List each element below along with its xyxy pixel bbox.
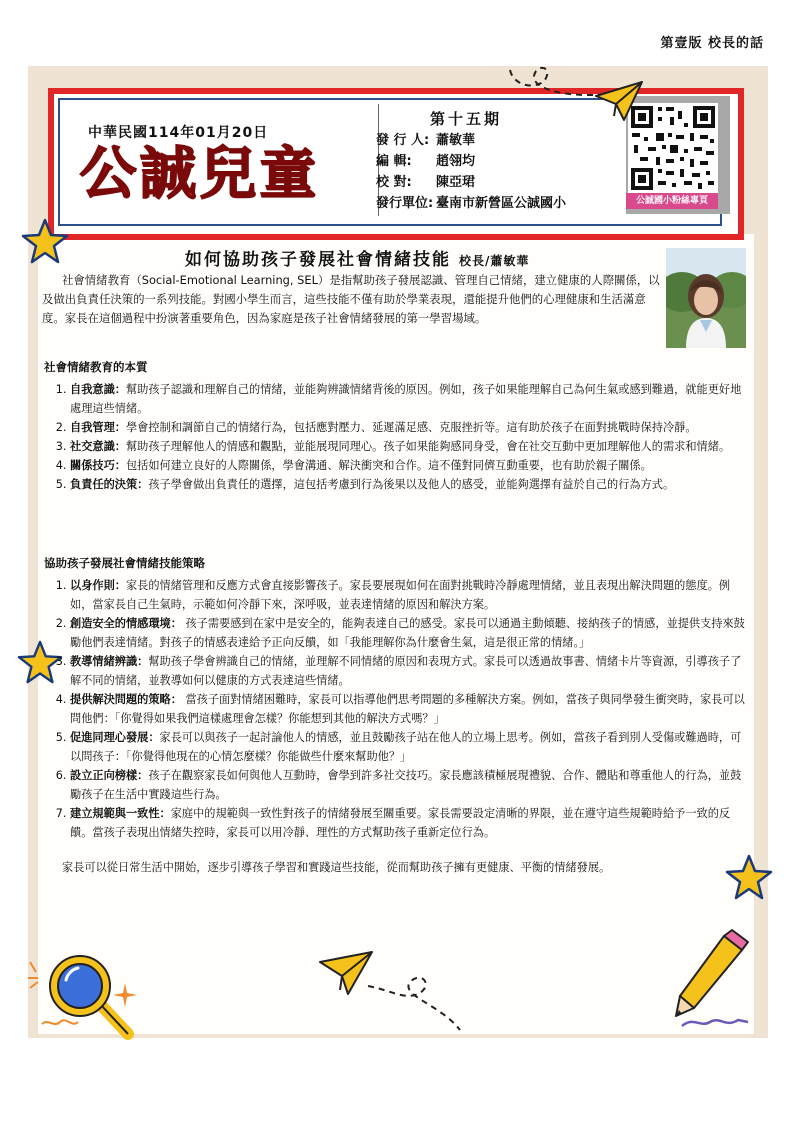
newspaper-logo: 公誠兒童 (80, 141, 320, 207)
list-item: 3. 社交意識：幫助孩子理解他人的情感和觀點，並能展現同理心。孩子如果能夠感同身受，會在社交互動中更加理解他人的需求和情緒。 (70, 437, 748, 456)
article-intro: 社會情緒教育（Social-Emotional Learning, SEL）是指幫助孩子發展認識、管理自己情緒，建立健康的人際關係，以及做出負責任決策的一系列技能。對國小學生而言，這些技能不僅有助於學業表現，還能提升他們的心理健康和生活滿意度。家長在這個過程中扮演著重要角色，因為家庭是孩子社會情緒發展的第一學習場域。 (42, 273, 660, 325)
dashed-arc-bottom (360, 960, 480, 1040)
list-item: 1. 自我意識：幫助孩子認識和理解自己的情緒，並能夠辨識情緒背後的原因。例如，孩子如果能理解自己為何生氣或感到難過，就能更好地處理這些情緒。 (70, 380, 748, 418)
staff-list (376, 130, 566, 214)
sparkle-icon (112, 982, 138, 1008)
list-item: 4. 提供解決問題的策略： 當孩子面對情緒困難時，家長可以指導他們思考問題的多種解決方案。例如，當孩子與同學發生衝突時，家長可以問他們：「你覺得如果我們這樣處理會怎樣？你能想到其他的解決方式嗎？」 (70, 690, 748, 728)
list-item: 6. 設立正向榜樣：孩子在觀察家長如何與他人互動時，會學到許多社交技巧。家長應該積極展現禮貌、合作、體貼和尊重他人的行為，並鼓勵孩子在生活中實踐這些行為。 (70, 766, 748, 804)
section-heading: 協助孩子發展社會情緒技能策略 (44, 556, 205, 570)
section1-list (42, 380, 748, 494)
star-icon (22, 218, 68, 264)
staff-row: 編 輯: 趙翎均 (376, 154, 476, 169)
swirl-icon (40, 1016, 80, 1030)
paper-plane-icon (594, 80, 644, 122)
list-item: 2. 自我管理：學會控制和調節自己的情緒行為，包括應對壓力、延遲滿足感、克服挫折等。這有助於孩子在面對挑戰時保持冷靜。 (70, 418, 748, 437)
sparkle-icon (26, 960, 50, 990)
issue-number: 第十五期 (430, 110, 503, 128)
list-item: 5. 促進同理心發展：家長可以與孩子一起討論他人的情感，並且鼓勵孩子站在他人的立場上思考。例如，當孩子看到別人受傷或難過時，可以問孩子：「你覺得他現在的心情怎麼樣？你能做些什麼來幫助他？」 (70, 728, 748, 766)
section2-list (42, 576, 748, 842)
list-item: 2. 創造安全的情感環境： 孩子需要感到在家中是安全的，能夠表達自己的感受。家長可以通過主動傾聽、接納孩子的情感，並提供支持來鼓勵他們表達情緒。對孩子的情感表達給予正向反饋，如「我能理解你為什麼會生氣，這是很正常的情緒。」 (70, 614, 748, 652)
staff-row: 校 對: 陳亞珺 (376, 175, 476, 190)
principal-photo (666, 248, 746, 348)
page-label: 第壹版 校長的話 (660, 36, 764, 51)
staff-row: 發行單位: 臺南市新營區公誠國小 (376, 196, 567, 211)
pencil-icon (672, 930, 752, 1022)
article-byline: 校長/蕭敏華 (459, 254, 530, 268)
list-item: 1. 以身作則：家長的情緒管理和反應方式會直接影響孩子。家長要展現如何在面對挑戰時冷靜處理情緒，並且表現出解決問題的態度。例如，當家長自己生氣時，示範如何冷靜下來，深呼吸，並表達情緒的原因和解決方案。 (70, 576, 748, 614)
qr-label: 公誠國小粉絲專頁 (626, 193, 718, 209)
squiggle-icon (680, 1012, 750, 1032)
list-item: 7. 建立規範與一致性：家庭中的規範與一致性對孩子的情緒發展至關重要。家長需要設定清晰的界限，並在遵守這些規範時給予一致的反饋。當孩子表現出情緒失控時，家長可以用冷靜、理性的方式幫助孩子重新定位行為。 (70, 804, 748, 842)
staff-row: 發 行 人: 蕭敏華 (376, 133, 476, 148)
list-item: 5. 負責任的決策：孩子學會做出負責任的選擇，這包括考慮到行為後果以及他人的感受，並能夠選擇有益於自己的行為方式。 (70, 475, 748, 494)
list-item: 4. 關係技巧：包括如何建立良好的人際關係，學會溝通、解決衝突和合作。這不僅對同儕互動重要，也有助於親子關係。 (70, 456, 748, 475)
section-heading: 社會情緒教育的本質 (44, 360, 148, 374)
issue-date: 中華民國114年01月20日 (88, 125, 269, 141)
article-closing: 家長可以從日常生活中開始，逐步引導孩子學習和實踐這些技能，從而幫助孩子擁有更健康、平衡的情緒發展。 (62, 861, 611, 874)
article-title: 如何協助孩子發展社會情緒技能 校長/蕭敏華 (185, 250, 530, 270)
list-item: 3. 教導情緒辨識：幫助孩子學會辨識自己的情緒，並理解不同情緒的原因和表現方式。家長可以透過故事書、情緒卡片等資源，引導孩子了解不同的情緒，並教導如何以健康的方式表達這些情緒。 (70, 652, 748, 690)
